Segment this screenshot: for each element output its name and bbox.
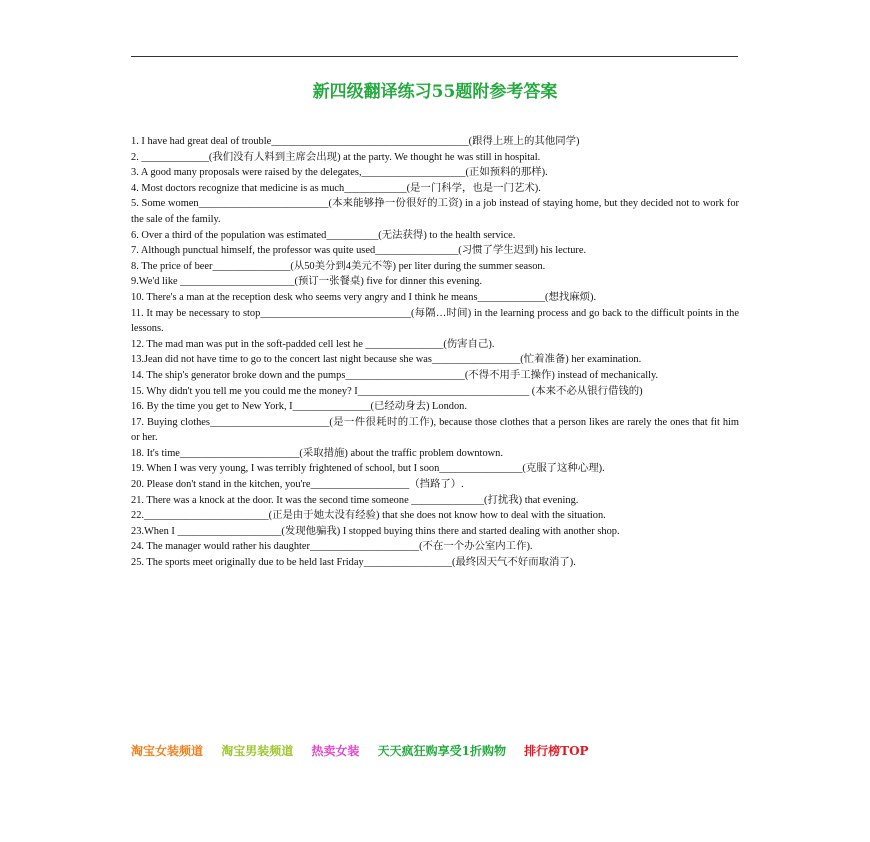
list-item: 25. The sports meet originally due to be held last Friday_________________(最终因天气不好而取消了). [131, 557, 576, 569]
list-item: 8. The price of beer_______________(从50美分到4美元不等) per liter during the summer season. [131, 260, 546, 272]
exercise-list [131, 134, 739, 571]
list-item: 22.________________________(正是由于她太没有经验) that she does not know how to deal with the situation. [131, 510, 606, 522]
list-item: 15. Why didn't you tell me you could me the money? I_________________________________ (本来不必从银行借钱的) [131, 385, 643, 397]
list-item: 9.We'd like ______________________(预订一张餐桌) five for dinner this evening. [131, 276, 483, 288]
footer-link-hot-women[interactable]: 热卖女装 [311, 744, 360, 758]
list-item: 19. When I was very young, I was terribly frightened of school, but I soon________________(克服了这种心理). [131, 463, 605, 475]
list-item: 24. The manager would rather his daughter_____________________(不在一个办公室内工作). [131, 541, 533, 553]
header-rule [131, 56, 738, 57]
footer-link-ranking[interactable]: 排行榜TOP [524, 744, 589, 758]
list-item: 10. There's a man at the reception desk who seems very angry and I think he means_____________(想找麻烦). [131, 291, 597, 303]
list-item: 4. Most doctors recognize that medicine is as much____________(是一门科学，也是一门艺术). [131, 182, 541, 194]
footer-links [131, 742, 751, 759]
list-item: 2. _____________(我们没有人料到主席会出现) at the party. We thought he was still in hospital. [131, 151, 541, 163]
list-item: 1. I have had great deal of trouble______________________________________(跟得上班上的其他同学) [131, 136, 580, 147]
list-item: 23.When I ____________________(发现他骗我) I stopped buying thins there and started dealing with another shop. [131, 525, 620, 537]
list-item: 14. The ship's generator broke down and the pumps_______________________(不得不用手工操作) instead of mechanically. [131, 369, 659, 381]
list-item: 7. Although punctual himself, the professor was quite used________________(习惯了学生迟到) his lecture. [131, 245, 587, 257]
list-item: 20. Please don't stand in the kitchen, you're___________________（挡路了）. [131, 479, 464, 491]
list-item: 18. It's time_______________________(采取措施) about the traffic problem downtown. [131, 447, 503, 459]
list-item: 6. Over a third of the population was estimated__________(无法获得) to the health service. [131, 229, 516, 241]
list-item: 16. By the time you get to New York, I_______________(已经动身去) London. [131, 401, 467, 413]
list-item: 21. There was a knock at the door. It was the second time someone ______________(打扰我) that evening. [131, 494, 579, 506]
list-item: 11. It may be necessary to stop_____________________________(每隔…时间) in the learning process and go back to the difficult points in the lessons. [131, 307, 739, 335]
list-item: 5. Some women_________________________(本来能够挣一份很好的工资) in a job instead of staying home, but they decided not to work for the sale of the family. [131, 198, 739, 225]
footer-link-men-clothing[interactable]: 淘宝男装频道 [221, 744, 294, 758]
footer-link-discount[interactable]: 天天疯狂购享受1折购物 [377, 744, 506, 758]
footer-link-women-clothing[interactable]: 淘宝女装频道 [131, 744, 204, 758]
list-item: 13.Jean did not have time to go to the concert last night because she was_________________(忙着准备) her examination. [131, 354, 642, 366]
list-item: 17. Buying clothes_______________________(是一件很耗时的工作), because those clothes that a person likes are rarely the ones that fit him or her. [131, 416, 739, 444]
list-item: 3. A good many proposals were raised by the delegates,____________________(正如预料的那样). [131, 167, 548, 179]
document-title: 新四级翻译练习55题附参考答案 [312, 82, 558, 102]
list-item: 12. The mad man was put in the soft-padded cell lest he _______________(伤害自己). [131, 338, 495, 350]
